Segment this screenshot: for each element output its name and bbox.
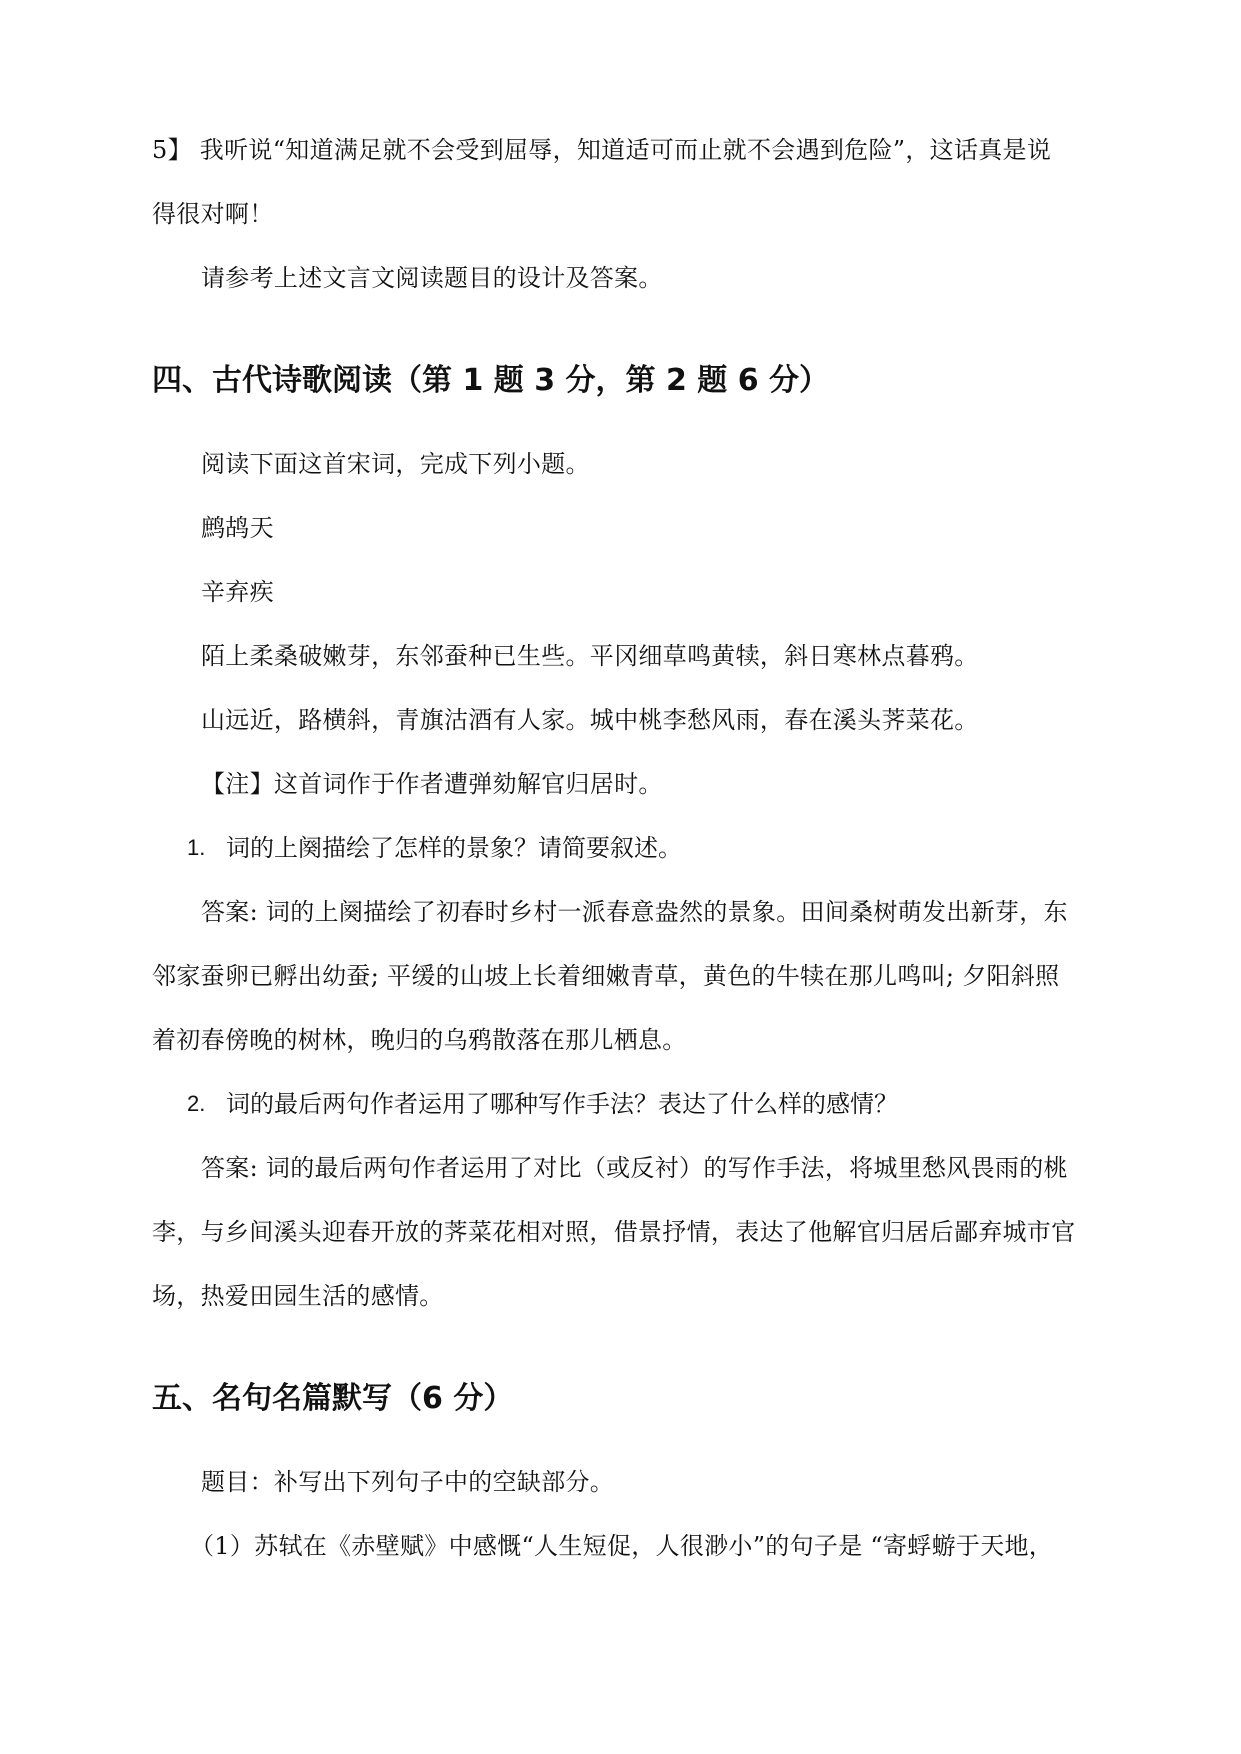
reference-note: 请参考上述文言文阅读题目的设计及答案。 [201, 264, 663, 292]
continued-translation-line-2: 得很对啊！ [152, 200, 274, 228]
answer-2-line-2: 李，与乡间溪头迎春开放的荠菜花相对照，借景抒情，表达了他解官归居后鄙弃城市官 [152, 1218, 1076, 1246]
question-1-number: 1. [187, 835, 206, 860]
poem-note: 【注】这首词作于作者遭弹劾解官归居时。 [201, 770, 663, 798]
continued-translation-line-1: 5】 我听说“知道满足就不会受到屈辱，知道适可而止就不会遇到危险”，这话真是说 [152, 136, 1052, 164]
poem-title: 鹧鸪天 [201, 514, 274, 542]
section-4-heading: 四、古代诗歌阅读（第 1 题 3 分，第 2 题 6 分） [152, 363, 830, 398]
question-2-text: 词的最后两句作者运用了哪种写作手法？表达了什么样的感情？ [226, 1090, 898, 1118]
reading-instruction: 阅读下面这首宋词，完成下列小题。 [201, 450, 590, 478]
section-5-prompt: 题目：补写出下列句子中的空缺部分。 [201, 1468, 615, 1496]
answer-1-line-3: 着初春傍晚的树林，晚归的乌鸦散落在那儿栖息。 [152, 1026, 687, 1054]
answer-1-line-1: 答案: 词的上阕描绘了初春时乡村一派春意盎然的景象。田间桑树萌发出新芽，东 [201, 898, 1068, 926]
poem-author: 辛弃疾 [201, 578, 274, 606]
answer-1-line-2: 邻家蚕卵已孵出幼蚕; 平缓的山坡上长着细嫩青草，黄色的牛犊在那儿鸣叫; 夕阳斜照 [152, 962, 1060, 990]
answer-2-line-1: 答案: 词的最后两句作者运用了对比（或反衬）的写作手法，将城里愁风畏雨的桃 [201, 1154, 1068, 1182]
question-2-number: 2. [187, 1091, 206, 1116]
section-5-item-1: （1）苏轼在《赤壁赋》中感慨“人生短促，人很渺小”的句子是 “寄蜉蝣于天地， [190, 1532, 1054, 1560]
poem-line-1: 陌上柔桑破嫩芽，东邻蚕种已生些。平冈细草鸣黄犊，斜日寒林点暮鸦。 [201, 642, 979, 670]
answer-2-line-3: 场，热爱田园生活的感情。 [152, 1282, 444, 1310]
section-5-heading: 五、名句名篇默写（6 分） [152, 1381, 514, 1416]
question-1-text: 词的上阕描绘了怎样的景象？请简要叙述。 [226, 834, 682, 862]
poem-line-2: 山远近，路横斜，青旗沽酒有人家。城中桃李愁风雨，春在溪头荠菜花。 [201, 706, 979, 734]
